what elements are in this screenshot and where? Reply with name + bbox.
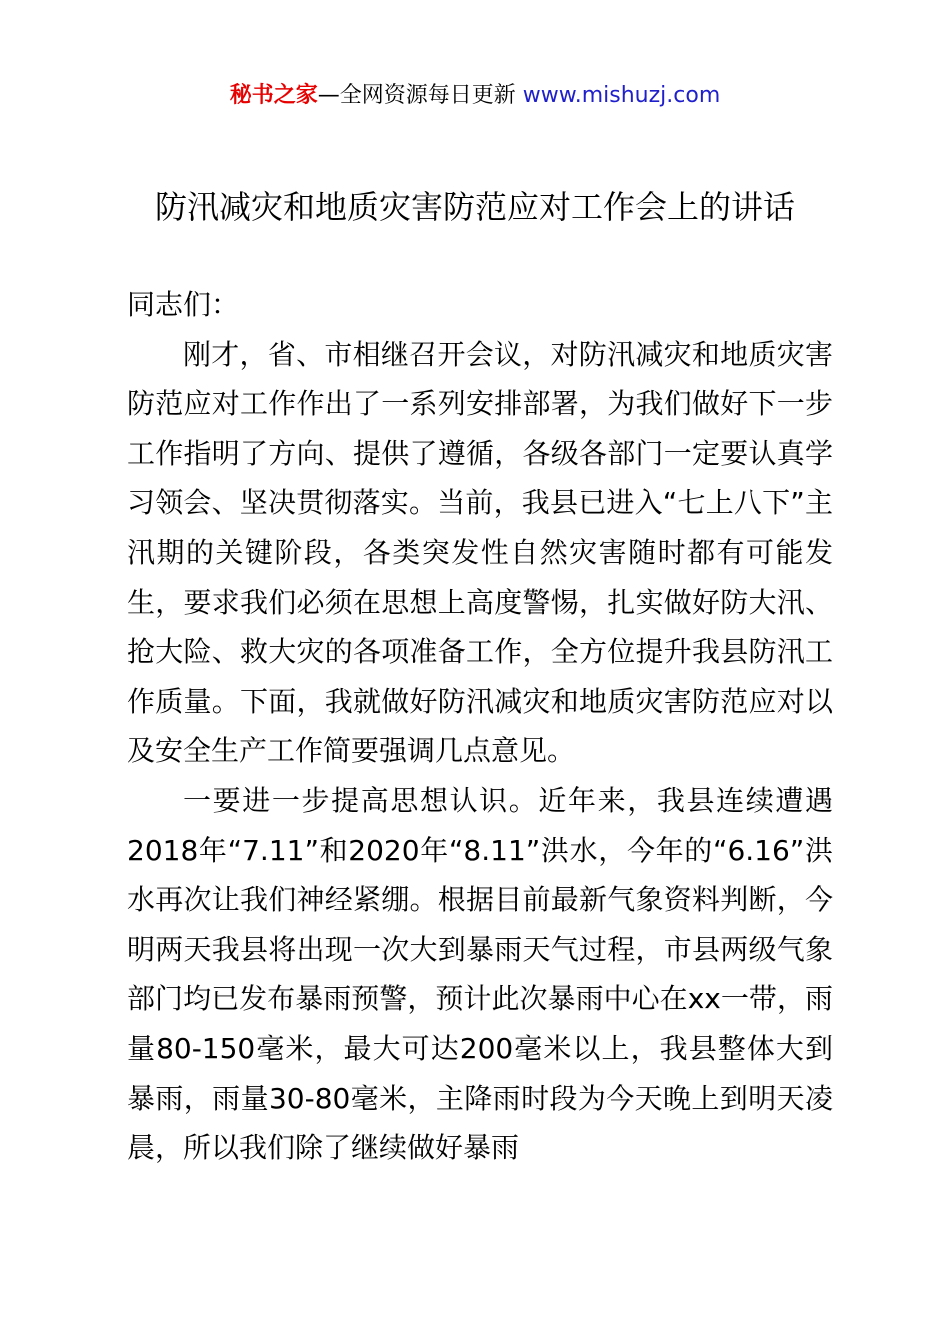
document-body — [127, 280, 833, 1173]
header-tagline: —全网资源每日更新 — [317, 83, 516, 108]
document-title: 防汛减灾和地质灾害防范应对工作会上的讲话 — [154, 188, 795, 226]
paragraph: 刚才，省、市相继召开会议，对防汛减灾和地质灾害防范应对工作作出了一系列安排部署，为我们做好下一步工作指明了方向、提供了遵循，各级各部门一定要认真学习领会、坚决贯彻落实。当前，我县已进入“七上八下”主汛期的关键阶段，各类突发性自然灾害随时都有可能发生，要求我们必须在思想上高度警惕，扎实做好防大汛、抢大险、救大灾的各项准备工作，全方位提升我县防汛工作质量。下面，我就做好防汛减灾和地质灾害防范应对以及安全生产工作简要强调几点意见。 — [127, 337, 833, 768]
greeting: 同志们： — [127, 288, 240, 321]
site-url: www.mishuzj.com — [522, 83, 721, 108]
paragraph: 一要进一步提高思想认识。近年来，我县连续遭遇2018年“7.11”和2020年“8.11”洪水，今年的“6.16”洪水再次让我们神经紧绷。根据目前最新气象资料判断，今明两天我县将出现一次大到暴雨天气过程，市县两级气象部门均已发布暴雨预警，预计此次暴雨中心在xx一带，雨量80-150毫米，最大可达200毫米以上，我县整体大到暴雨，雨量30-80毫米，主降雨时段为今天晚上到明天凌晨，所以我们除了继续做好暴雨 — [127, 783, 833, 1165]
site-header — [0, 80, 950, 112]
brand-name: 秘书之家 — [229, 83, 318, 108]
